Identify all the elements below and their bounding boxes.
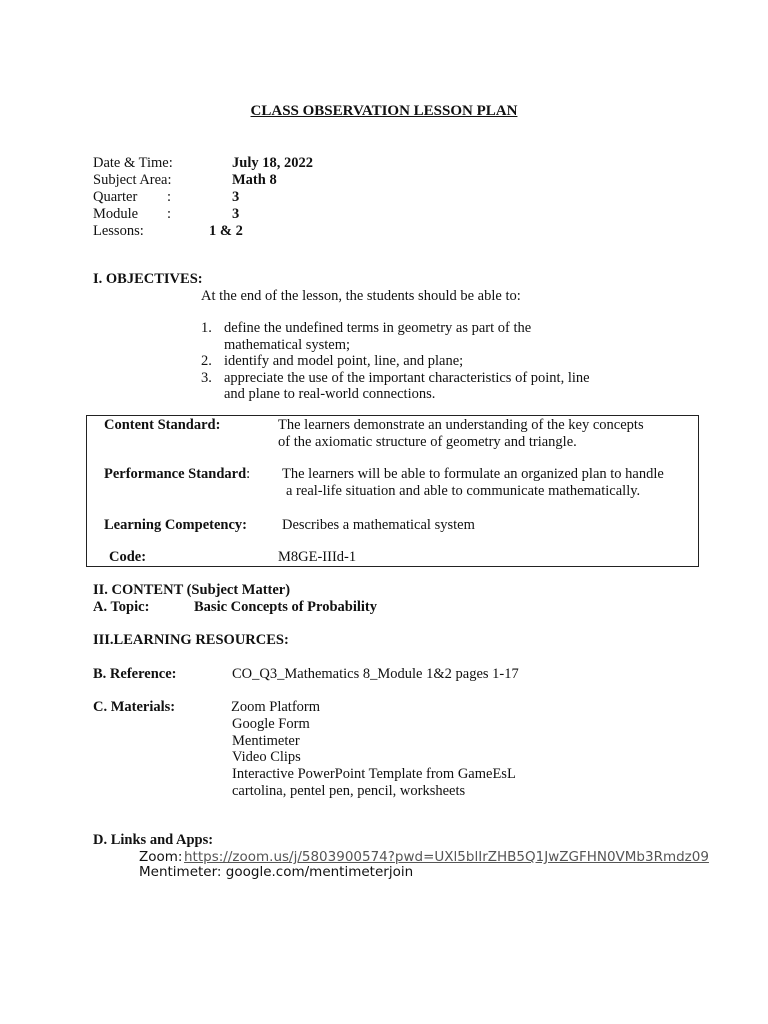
performance-standard-label-wrap (104, 466, 250, 483)
content-standard-line: of the axiomatic structure of geometry and triangle. (278, 434, 577, 450)
objective-number: 2. (201, 353, 212, 369)
performance-standard-line: The learners will be able to formulate an organized plan to handle (282, 466, 664, 482)
objective-item (201, 320, 654, 353)
objective-text-line: define the undefined terms in geometry as part of the (224, 320, 532, 336)
module-value: 3 (232, 206, 240, 222)
performance-standard-line: a real-life situation and able to communicate mathematically. (286, 483, 641, 499)
module-colon: : (167, 206, 172, 222)
performance-standard-colon: : (246, 466, 251, 482)
material-item: cartolina, pentel pen, pencil, worksheets (232, 783, 466, 799)
objective-item (201, 370, 654, 403)
resources-heading: III.LEARNING RESOURCES: (93, 632, 289, 648)
learning-competency-value: Describes a mathematical system (282, 517, 475, 533)
material-item: Google Form (232, 716, 310, 732)
module-label: Module (93, 206, 139, 222)
lessons-label: Lessons: (93, 223, 144, 239)
material-item: Interactive PowerPoint Template from GameEsL (232, 766, 516, 782)
reference-label: B. Reference: (93, 666, 177, 682)
document-title: CLASS OBSERVATION LESSON PLAN (250, 103, 518, 119)
quarter-colon: : (167, 189, 172, 205)
content-heading: II. CONTENT (Subject Matter) (93, 582, 291, 598)
objectives-list (201, 320, 654, 403)
topic-value: Basic Concepts of Probability (194, 599, 377, 615)
performance-standard-label: Performance Standard (104, 466, 247, 482)
mentimeter-label: Mentimeter: (139, 864, 222, 880)
topic-label: A. Topic: (93, 599, 150, 615)
content-standard-label: Content Standard: (104, 417, 221, 433)
objective-item (201, 353, 654, 370)
material-item: Zoom Platform (231, 699, 321, 715)
objective-text-line: mathematical system; (224, 336, 351, 353)
objective-number: 1. (201, 320, 212, 336)
objectives-intro: At the end of the lesson, the students should be able to: (201, 288, 521, 304)
code-label: Code: (109, 549, 147, 565)
subject-label: Subject Area: (93, 172, 172, 188)
content-standard-line: The learners demonstrate an understanding of the key concepts (278, 417, 644, 433)
objective-number: 3. (201, 369, 212, 386)
mentimeter-url: google.com/mentimeterjoin (225, 864, 414, 880)
mentimeter-line (139, 864, 413, 881)
date-value: July 18, 2022 (232, 155, 313, 171)
material-item: Video Clips (232, 749, 301, 765)
learning-competency-label: Learning Competency: (104, 517, 247, 533)
date-label: Date & Time: (93, 155, 173, 171)
zoom-label: Zoom: (139, 849, 183, 865)
material-item: Mentimeter (232, 733, 300, 749)
reference-value: CO_Q3_Mathematics 8_Module 1&2 pages 1-17 (232, 666, 519, 682)
code-value: M8GE-IIId-1 (278, 549, 357, 565)
objective-text-line: and plane to real-world connections. (224, 386, 436, 402)
quarter-value: 3 (232, 189, 240, 205)
quarter-label: Quarter (93, 189, 138, 205)
links-heading: D. Links and Apps: (93, 832, 214, 848)
subject-value: Math 8 (232, 172, 277, 188)
objective-text-line: identify and model point, line, and plane; (224, 353, 464, 369)
materials-label: C. Materials: (93, 699, 176, 715)
lessons-value: 1 & 2 (209, 223, 243, 239)
objectives-heading: I. OBJECTIVES: (93, 271, 203, 287)
objective-text-line: appreciate the use of the important characteristics of point, line (224, 369, 590, 386)
zoom-link[interactable]: https://zoom.us/j/5803900574?pwd=UXl5blIrZHB5Q1JwZGFHN0VMb3Rmdz09 (184, 849, 709, 865)
